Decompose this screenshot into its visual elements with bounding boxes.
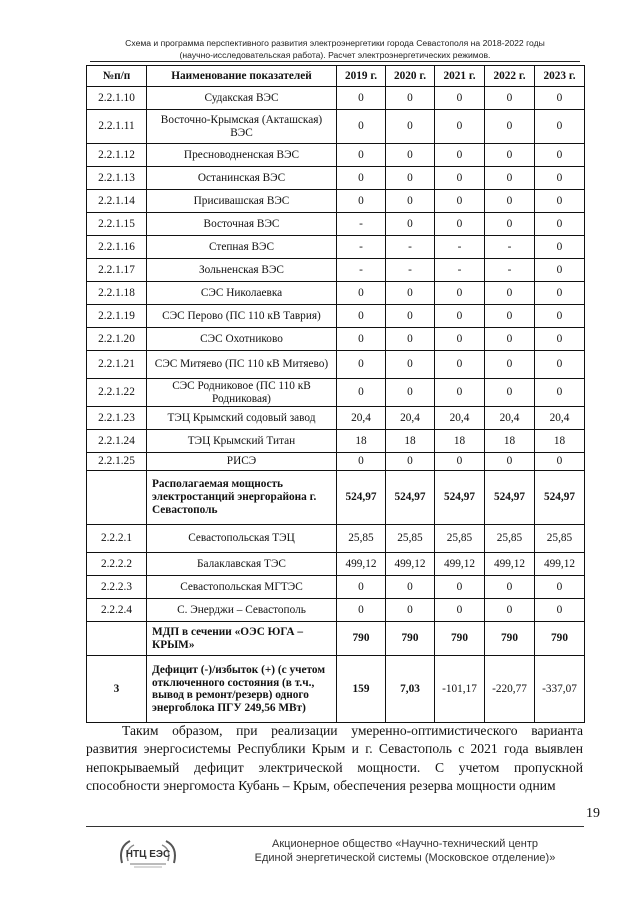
value-cell-2022: 0 <box>485 328 535 351</box>
value-cell-2022: 18 <box>485 430 535 453</box>
value-cell-2022: 0 <box>485 144 535 167</box>
col-header-number: №п/п <box>87 66 147 87</box>
row-number-cell: 2.2.1.22 <box>87 379 147 407</box>
value-cell-2022: - <box>485 259 535 282</box>
row-number-cell: 2.2.1.23 <box>87 407 147 430</box>
value-cell-2023: 0 <box>535 351 585 379</box>
value-cell-2019: 18 <box>337 430 386 453</box>
value-cell-2021: 0 <box>435 110 485 144</box>
value-cell-2023: 0 <box>535 167 585 190</box>
header-line-2: (научно-исследовательская работа). Расчет электроэнергетических режимов. <box>179 49 491 60</box>
value-cell-2021: 0 <box>435 87 485 110</box>
value-cell-2019: 0 <box>337 282 386 305</box>
value-cell-2023: 0 <box>535 87 585 110</box>
value-cell-2019: 0 <box>337 87 386 110</box>
value-cell-2020: - <box>386 236 435 259</box>
value-cell-2021: 0 <box>435 282 485 305</box>
value-cell-2021: 0 <box>435 328 485 351</box>
value-cell-2023: 0 <box>535 236 585 259</box>
row-number-cell: 2.2.1.10 <box>87 87 147 110</box>
value-cell-2023: 0 <box>535 379 585 407</box>
value-cell-2021: 18 <box>435 430 485 453</box>
row-number-cell <box>87 622 147 656</box>
value-cell-2020: 0 <box>386 110 435 144</box>
indicator-name-cell: Балаклавская ТЭС <box>147 553 337 576</box>
indicator-name-cell: Останинская ВЭС <box>147 167 337 190</box>
value-cell-2023: 0 <box>535 576 585 599</box>
row-number-cell: 2.2.1.25 <box>87 453 147 471</box>
page-number: 19 <box>586 806 600 821</box>
table-row <box>87 430 585 453</box>
value-cell-2022: 20,4 <box>485 407 535 430</box>
row-number-cell: 2.2.1.17 <box>87 259 147 282</box>
value-cell-2021: - <box>435 236 485 259</box>
value-cell-2021: 0 <box>435 305 485 328</box>
row-number-cell: 2.2.1.19 <box>87 305 147 328</box>
value-cell-2019: 790 <box>337 622 386 656</box>
value-cell-2021: 499,12 <box>435 553 485 576</box>
value-cell-2021: 0 <box>435 453 485 471</box>
value-cell-2023: 0 <box>535 453 585 471</box>
value-cell-2022: 499,12 <box>485 553 535 576</box>
value-cell-2020: 0 <box>386 87 435 110</box>
page-header <box>90 38 580 61</box>
col-header-name: Наименование показателей <box>147 66 337 87</box>
value-cell-2020: 0 <box>386 351 435 379</box>
value-cell-2023: 0 <box>535 328 585 351</box>
value-cell-2020: 524,97 <box>386 471 435 525</box>
table-row <box>87 379 585 407</box>
value-cell-2021: - <box>435 259 485 282</box>
value-cell-2022: 25,85 <box>485 525 535 553</box>
table-row <box>87 351 585 379</box>
value-cell-2020: 0 <box>386 453 435 471</box>
indicator-name-cell: СЭС Митяево (ПС 110 кВ Митяево) <box>147 351 337 379</box>
value-cell-2020: 0 <box>386 190 435 213</box>
value-cell-2019: 0 <box>337 110 386 144</box>
value-cell-2020: - <box>386 259 435 282</box>
value-cell-2019: - <box>337 213 386 236</box>
value-cell-2020: 790 <box>386 622 435 656</box>
value-cell-2022: 0 <box>485 87 535 110</box>
table-row <box>87 576 585 599</box>
value-cell-2022: 0 <box>485 305 535 328</box>
value-cell-2019: 20,4 <box>337 407 386 430</box>
value-cell-2020: 20,4 <box>386 407 435 430</box>
value-cell-2020: 0 <box>386 167 435 190</box>
value-cell-2021: 790 <box>435 622 485 656</box>
value-cell-2023: 0 <box>535 259 585 282</box>
table-row <box>87 599 585 622</box>
value-cell-2022: 0 <box>485 599 535 622</box>
value-cell-2021: 0 <box>435 379 485 407</box>
value-cell-2020: 0 <box>386 144 435 167</box>
table-row <box>87 656 585 723</box>
value-cell-2022: 524,97 <box>485 471 535 525</box>
indicator-name-cell: С. Энерджи – Севастополь <box>147 599 337 622</box>
row-number-cell: 2.2.1.24 <box>87 430 147 453</box>
indicator-name-cell: Дефицит (-)/избыток (+) (с учетом отключенного состояния (в т.ч., вывод в ремонт/резерв) одного энергоблока ПГУ 249,56 МВт) <box>147 656 337 723</box>
indicator-name-cell: Степная ВЭС <box>147 236 337 259</box>
table-row <box>87 144 585 167</box>
value-cell-2022: 0 <box>485 213 535 236</box>
footer-text <box>200 838 610 865</box>
value-cell-2023: 25,85 <box>535 525 585 553</box>
value-cell-2022: 0 <box>485 167 535 190</box>
footer-divider <box>86 826 584 827</box>
value-cell-2019: 159 <box>337 656 386 723</box>
indicator-name-cell: СЭС Николаевка <box>147 282 337 305</box>
indicator-name-cell: Зольненская ВЭС <box>147 259 337 282</box>
indicator-name-cell: Восточная ВЭС <box>147 213 337 236</box>
row-number-cell: 2.2.1.16 <box>87 236 147 259</box>
value-cell-2021: 0 <box>435 351 485 379</box>
value-cell-2023: 790 <box>535 622 585 656</box>
value-cell-2019: 0 <box>337 167 386 190</box>
row-number-cell: 2.2.2.3 <box>87 576 147 599</box>
table-row <box>87 87 585 110</box>
col-header-2022: 2022 г. <box>485 66 535 87</box>
value-cell-2020: 499,12 <box>386 553 435 576</box>
indicator-name-cell: Присивашская ВЭС <box>147 190 337 213</box>
indicator-name-cell: ТЭЦ Крымский содовый завод <box>147 407 337 430</box>
indicator-name-cell: Располагаемая мощность электростанций энергорайона г. Севастополь <box>147 471 337 525</box>
value-cell-2019: 25,85 <box>337 525 386 553</box>
col-header-2019: 2019 г. <box>337 66 386 87</box>
value-cell-2019: - <box>337 236 386 259</box>
col-header-2020: 2020 г. <box>386 66 435 87</box>
value-cell-2020: 0 <box>386 328 435 351</box>
table-header-row <box>87 66 585 87</box>
indicator-name-cell: СЭС Родниковое (ПС 110 кВ Родниковая) <box>147 379 337 407</box>
table-row <box>87 328 585 351</box>
body-paragraph: Таким образом, при реализации умеренно-оптимистического варианта развития энергосистемы Республики Крым и г. Севастополь с 2021 года выявлен непокрываемый дефицит электрической мощности. С учетом пропускной способности энергомоста Кубань – Крым, обеспечения резерва мощности одним <box>86 723 583 793</box>
indicator-name-cell: Севастопольская ТЭЦ <box>147 525 337 553</box>
value-cell-2022: 790 <box>485 622 535 656</box>
value-cell-2023: 0 <box>535 305 585 328</box>
value-cell-2020: 7,03 <box>386 656 435 723</box>
value-cell-2021: 524,97 <box>435 471 485 525</box>
table-row <box>87 407 585 430</box>
indicator-name-cell: СЭС Перово (ПС 110 кВ Таврия) <box>147 305 337 328</box>
indicator-name-cell: Судакская ВЭС <box>147 87 337 110</box>
value-cell-2022: 0 <box>485 110 535 144</box>
value-cell-2021: 25,85 <box>435 525 485 553</box>
value-cell-2021: 0 <box>435 190 485 213</box>
row-number-cell: 2.2.1.13 <box>87 167 147 190</box>
row-number-cell: 2.2.2.4 <box>87 599 147 622</box>
value-cell-2023: 0 <box>535 599 585 622</box>
table-row <box>87 553 585 576</box>
value-cell-2020: 25,85 <box>386 525 435 553</box>
value-cell-2019: 524,97 <box>337 471 386 525</box>
value-cell-2021: 0 <box>435 144 485 167</box>
footer-line-1: Акционерное общество «Научно-технический центр <box>272 838 538 850</box>
value-cell-2022: 0 <box>485 453 535 471</box>
row-number-cell: 2.2.1.20 <box>87 328 147 351</box>
value-cell-2020: 0 <box>386 599 435 622</box>
value-cell-2021: 0 <box>435 167 485 190</box>
table-row <box>87 167 585 190</box>
value-cell-2023: 0 <box>535 282 585 305</box>
value-cell-2021: 0 <box>435 599 485 622</box>
row-number-cell: 3 <box>87 656 147 723</box>
table-row <box>87 236 585 259</box>
value-cell-2023: -337,07 <box>535 656 585 723</box>
row-number-cell: 2.2.1.14 <box>87 190 147 213</box>
row-number-cell: 2.2.1.11 <box>87 110 147 144</box>
indicator-name-cell: РИСЭ <box>147 453 337 471</box>
indicator-name-cell: МДП в сечении «ОЭС ЮГА – КРЫМ» <box>147 622 337 656</box>
value-cell-2023: 524,97 <box>535 471 585 525</box>
table-row <box>87 213 585 236</box>
value-cell-2022: 0 <box>485 576 535 599</box>
header-divider <box>90 61 580 62</box>
indicator-name-cell: СЭС Охотниково <box>147 328 337 351</box>
value-cell-2023: 0 <box>535 110 585 144</box>
value-cell-2019: 0 <box>337 328 386 351</box>
indicator-name-cell: Восточно-Крымская (Акташская) ВЭС <box>147 110 337 144</box>
row-number-cell: 2.2.1.21 <box>87 351 147 379</box>
footer-line-2: Единой энергетической системы (Московское отделение)» <box>254 851 556 864</box>
row-number-cell: 2.2.2.2 <box>87 553 147 576</box>
col-header-2023: 2023 г. <box>535 66 585 87</box>
indicator-name-cell: Пресноводненская ВЭС <box>147 144 337 167</box>
value-cell-2020: 0 <box>386 379 435 407</box>
row-number-cell <box>87 471 147 525</box>
indicator-name-cell: Севастопольская МГТЭС <box>147 576 337 599</box>
value-cell-2020: 0 <box>386 576 435 599</box>
table-row <box>87 282 585 305</box>
value-cell-2019: 0 <box>337 190 386 213</box>
value-cell-2020: 18 <box>386 430 435 453</box>
value-cell-2019: 0 <box>337 576 386 599</box>
value-cell-2019: 0 <box>337 453 386 471</box>
table-row <box>87 622 585 656</box>
value-cell-2023: 499,12 <box>535 553 585 576</box>
table-row <box>87 110 585 144</box>
ntc-ees-logo-icon <box>116 833 180 873</box>
value-cell-2023: 18 <box>535 430 585 453</box>
value-cell-2019: 0 <box>337 351 386 379</box>
table-row <box>87 259 585 282</box>
logo-text: НТЦ ЕЭС <box>125 849 171 860</box>
value-cell-2020: 0 <box>386 305 435 328</box>
capacity-table <box>86 65 585 723</box>
value-cell-2019: 0 <box>337 379 386 407</box>
value-cell-2022: 0 <box>485 351 535 379</box>
table-row <box>87 525 585 553</box>
value-cell-2021: -101,17 <box>435 656 485 723</box>
row-number-cell: 2.2.1.15 <box>87 213 147 236</box>
value-cell-2019: 0 <box>337 305 386 328</box>
value-cell-2021: 0 <box>435 213 485 236</box>
header-line-1: Схема и программа перспективного развития электроэнергетики города Севастополя на 2018-2022 годы <box>125 38 545 48</box>
row-number-cell: 2.2.1.12 <box>87 144 147 167</box>
value-cell-2019: 0 <box>337 599 386 622</box>
col-header-2021: 2021 г. <box>435 66 485 87</box>
value-cell-2023: 0 <box>535 190 585 213</box>
indicator-name-cell: ТЭЦ Крымский Титан <box>147 430 337 453</box>
table-row <box>87 305 585 328</box>
value-cell-2022: 0 <box>485 190 535 213</box>
table-row <box>87 190 585 213</box>
value-cell-2021: 20,4 <box>435 407 485 430</box>
value-cell-2023: 20,4 <box>535 407 585 430</box>
value-cell-2022: 0 <box>485 379 535 407</box>
value-cell-2019: - <box>337 259 386 282</box>
value-cell-2023: 0 <box>535 213 585 236</box>
table-row <box>87 471 585 525</box>
value-cell-2019: 499,12 <box>337 553 386 576</box>
value-cell-2020: 0 <box>386 213 435 236</box>
row-number-cell: 2.2.2.1 <box>87 525 147 553</box>
value-cell-2023: 0 <box>535 144 585 167</box>
row-number-cell: 2.2.1.18 <box>87 282 147 305</box>
table-row <box>87 453 585 471</box>
value-cell-2019: 0 <box>337 144 386 167</box>
value-cell-2021: 0 <box>435 576 485 599</box>
value-cell-2022: -220,77 <box>485 656 535 723</box>
value-cell-2022: - <box>485 236 535 259</box>
value-cell-2022: 0 <box>485 282 535 305</box>
value-cell-2020: 0 <box>386 282 435 305</box>
